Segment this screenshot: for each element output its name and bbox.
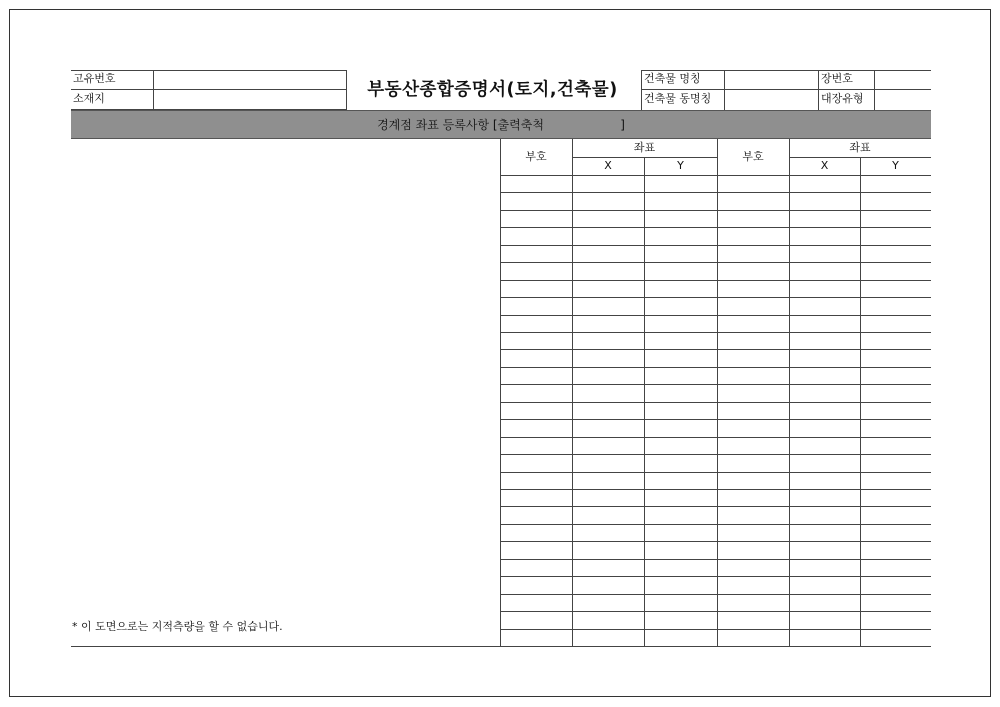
col-number-header-1: 부호 [525, 150, 547, 163]
drawing-area [71, 139, 500, 647]
table-row-divider [500, 454, 931, 455]
table-row-divider [500, 402, 931, 403]
section-banner [71, 110, 931, 139]
table-row-divider [500, 437, 931, 438]
table-row-divider [500, 227, 931, 228]
footer-note: * 이 도면으로는 지적측량을 할 수 없습니다. [72, 620, 283, 633]
table-row-divider [500, 367, 931, 368]
col-x-header-1: X [604, 159, 612, 172]
register-type-label: 대장유형 [821, 92, 864, 105]
table-row-divider [500, 489, 931, 490]
building-name-label: 건축물 명칭 [644, 72, 701, 85]
table-row-divider [500, 245, 931, 246]
table-row-divider [500, 472, 931, 473]
table-row-divider [500, 349, 931, 350]
table-row-divider [500, 315, 931, 316]
table-row-divider [500, 384, 931, 385]
table-row-divider [500, 297, 931, 298]
table-row-divider [500, 611, 931, 612]
bottom-rule [71, 646, 931, 647]
table-row-divider [500, 541, 931, 542]
col-coord-header-1: 좌표 [633, 141, 656, 154]
table-row-divider [500, 524, 931, 525]
table-row-divider [500, 629, 931, 630]
table-row-divider [500, 559, 931, 560]
col-y-header-1: Y [677, 159, 684, 172]
table-row-divider [500, 419, 931, 420]
document-title: 부동산종합증명서(토지,건축물) [367, 80, 618, 100]
unique-number-label: 고유번호 [73, 72, 116, 85]
col-coord-header-2: 좌표 [849, 141, 871, 154]
building-dong-name-label: 건축물 동명칭 [644, 92, 712, 105]
table-row-divider [500, 332, 931, 333]
table-row-divider [500, 576, 931, 577]
table-row-divider [500, 262, 931, 263]
col-x-header-2: X [820, 159, 829, 172]
table-row-divider [500, 506, 931, 507]
sheet-number-label: 장번호 [821, 72, 853, 85]
table-row-divider [500, 280, 931, 281]
col-number-header-2: 부호 [742, 150, 764, 163]
table-row-divider [500, 192, 931, 193]
table-row-divider [500, 594, 931, 595]
table-row-divider [500, 210, 931, 211]
location-label: 소재지 [73, 92, 105, 105]
section-title: 경계점 좌표 등록사항 [출력축척 ] [377, 118, 625, 132]
col-y-header-2: Y [892, 159, 899, 172]
